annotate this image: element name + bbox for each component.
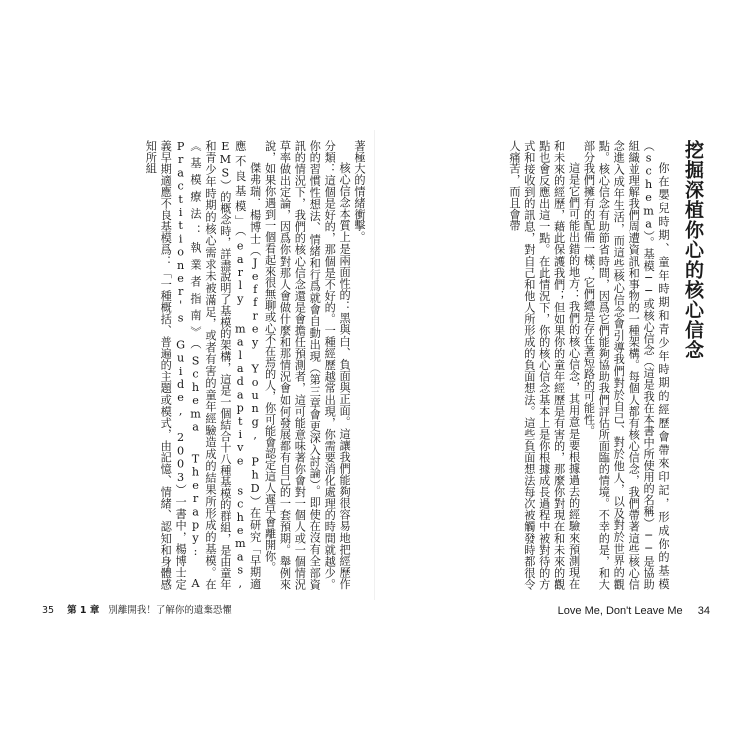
right-page: [388, 140, 706, 590]
chapter-title: 別離開我！了解你的遺棄恐懼: [108, 605, 232, 616]
chapter-label: 第 1 章: [67, 605, 100, 616]
right-page-number: 34: [697, 605, 710, 617]
book-title: Love Me, Don't Leave Me: [557, 605, 683, 617]
right-page-paragraph-1: 你在嬰兒時期、童年時期和青少年時期的經歷會帶來印記，形成你的基模（schema）。基模──或核心信念（這是我在本書中所使用的名稱）──是協助組織並理解我們周遭資訊和事物的一種架構。每個人都有核心信念，我們帶著這些核心信念進入成年生活，而這些核心信念會引導我們對於自己、對於他人，以及對於世界的觀點。核心信念有助節省時間，因爲它們能夠協助我們評估所面臨的情境。不幸的是，和大部分我們擁有的配備一樣，它們總是存在著短路的可能性。: [582, 140, 670, 590]
right-page-paragraph-2: 這是它們可能出錯的地方：我們的核心信念，其用意是要根據過去的經驗來預測現在和未來的經歷，藉此保護我們；但如果你的童年經歷是有害的，那麼你對現在和未來的觀點也會反應出這一點。在此情況下，你的核心信念基本上是你根據成長過程中被對待的方式和接收到的訊息，對自己和他人所形成的負面想法。這些負面想法每次被觸發時都很令人痛苦，而且會帶: [507, 140, 581, 590]
left-page-paragraph-3: 傑弗瑞．楊博士（Jeffrey Young, PhD）在研究「早期適應不良基模」（early maladaptive schemas, EMS）的概念時，詳盡說明了基模的架構，這是一個結合十八種基模的群組，是由童年和青少年時期的核心需求未被滿足，或者有害的童年經驗造成的結果所形成的基模。在《基模療法：執業者指南》（Schema Therapy: A Practitioner's Guide, 2003）一書中，楊博士定義早期適應不良基模爲：「一種概括、普遍的主題或模式，由記憶、情緒、認知和身體感知所組: [144, 140, 262, 590]
left-page-paragraph-1: 著極大的情緒衝擊。: [353, 140, 366, 243]
right-page-footer: [558, 605, 710, 617]
left-page-number: 35: [42, 605, 55, 616]
page-gutter: [374, 130, 375, 600]
left-page-text: [142, 140, 366, 590]
left-page-footer: [42, 605, 232, 617]
left-page-paragraph-2: 核心信念本質上是兩面性的：黑與白、負面與正面。這讓我們能夠很容易地把經歷作分類：這個是好的，那個是不好的。一種經歷越常出現，你需要消化處理的時間就越少。你的習慣性想法、情緒和行爲就會自動出現（第三章會更深入討論）。即使在沒有全部資訊的情況下，我們的核心信念還是會擔任預測者，這可能意味著你會對一個人或一個情況草率做出定論，因爲你對那人會做什麼和那情況會如何發展都有自己的一套預期。舉例來說，如果你遇到一個看起來很無聊或心不在焉的人，你可能會認定這人遲早會離開你。: [263, 140, 352, 590]
right-page-text: [506, 140, 706, 590]
section-heading: 挖掘深植你心的核心信念: [682, 140, 704, 360]
left-page: [48, 140, 366, 590]
